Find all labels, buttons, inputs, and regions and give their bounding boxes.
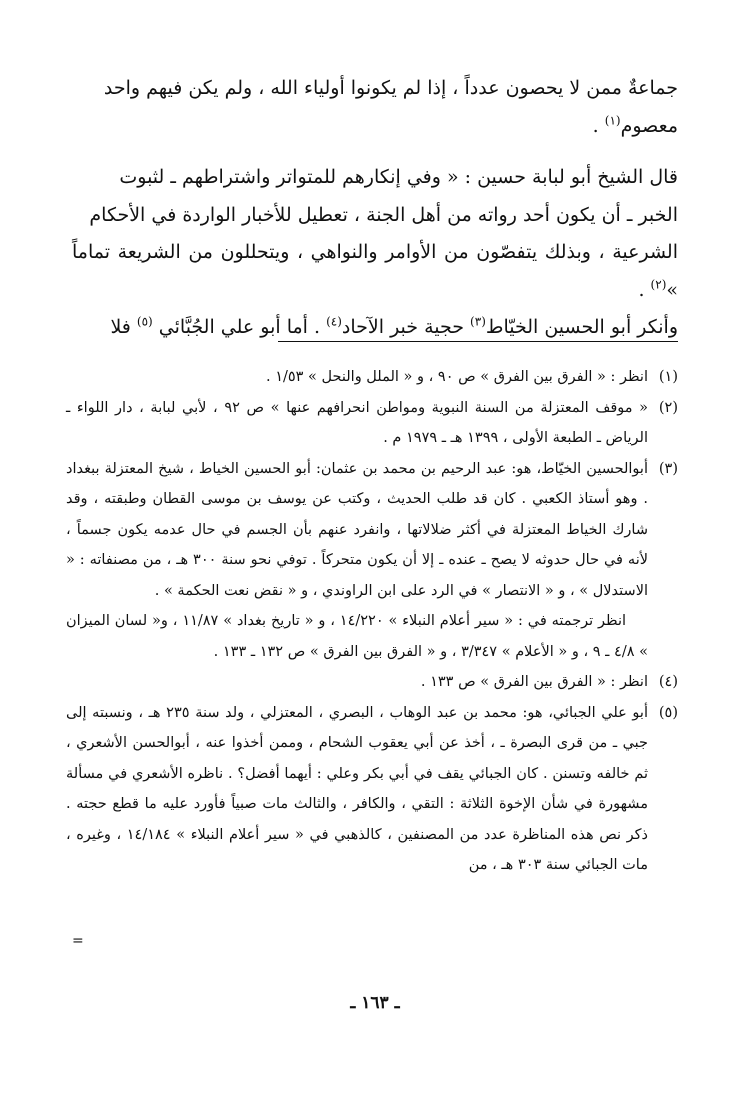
footnotes [66, 362, 678, 881]
footnote-3-number: (٣) [658, 460, 678, 477]
paragraph-2 [72, 159, 678, 309]
paragraph-3-part-b: حجية خبر الآحاد [341, 316, 471, 338]
footnote-1-number: (١) [658, 369, 678, 385]
paragraph-1 [72, 70, 678, 145]
footnote-2 [66, 393, 678, 454]
footnote-1 [66, 362, 678, 393]
paragraph-2-line-1: قال الشيخ أبو لبابة حسين : « وفي إنكارهم للمتواتر واشتراطهم ـ لثبوت [119, 166, 678, 188]
continuation-mark: = [72, 933, 84, 949]
footnote-ref-4[interactable]: (٤) [326, 314, 342, 329]
paragraph-2-line-2: الخبر ـ أن يكون أحد رواته من أهل الجنة ، تعطيل للأخبار الواردة في الأحكام [89, 203, 678, 226]
footnote-ref-1[interactable]: (١) [604, 113, 621, 128]
footnote-ref-5[interactable]: (٥) [136, 314, 153, 329]
footnote-3-text: أبوالحسين الخيّاط، هو: عبد الرحيم بن محمد بن عثمان: أبو الحسين الخياط ، شيخ المعتزلة ببغداد . وهو أستاذ الكعبي . كان قد طلب الحديث ، وكتب عن يوسف بن موسى القطان وطبقته ، وقد شارك الخياط المعتزلة في أكثر ضلالاتها ، وانفرد عنهم بأن الجسم في حال عدمه يكون جسماً ، لأنه في حال حدوثه لا يصح ـ عنده ـ إلا أن يكون متحركاً . توفي نحو سنة ٣٠٠ هـ ، من مصنفاته : « الاستدلال » ، و « الانتصار » في الرد على ابن الراوندي ، و « نقض نعت الحكمة » . [66, 460, 648, 599]
paragraph-1-line-1: جماعةٌ ممن لا يحصون عدداً ، إذا لم يكونوا أولياء الله ، ولم يكن فيهم واحد [103, 77, 678, 99]
paragraph-2-end: . [638, 278, 651, 301]
footnote-5-number: (٥) [658, 704, 678, 721]
paragraph-1-line-2: معصوم [620, 114, 678, 137]
paragraph-3-part-d: فلا [110, 316, 137, 338]
footnote-1-text: انظر : « الفرق بين الفرق » ص ٩٠ ، و « الملل والنحل » ١/٥٣ . [265, 369, 648, 385]
footnote-4 [66, 667, 678, 698]
paragraph-2-line-3: الشرعية ، وبذلك يتفصّون من الأوامر والنواهي ، ويتحللون من الشريعة تماماً » [72, 241, 678, 301]
footnote-3-sources: انظر ترجمته في : « سير أعلام النبلاء » ١٤/٢٢٠ ، و « تاريخ بغداد » ١١/٨٧ ، و« لسان الميزان » ٤/٨ ـ ٩ ، و « الأعلام » ٣/٣٤٧ ، و « الفرق بين الفرق » ص ١٣٢ ـ ١٣٣ . [66, 613, 648, 660]
footnote-2-number: (٢) [658, 399, 678, 416]
footnote-5 [66, 698, 678, 881]
footnote-ref-2[interactable]: (٢) [650, 277, 667, 292]
footnote-2-text: « موقف المعتزلة من السنة النبوية ومواطن انحرافهم عنها » ص ٩٢ ، لأبي لبابة ، دار اللواء ـ الرياض ـ الطبعة الأولى ، ١٣٩٩ هـ ـ ١٩٧٩ م . [66, 399, 648, 446]
footnote-5-text: أبو علي الجبائي، هو: محمد بن عبد الوهاب ، البصري ، المعتزلي ، ولد سنة ٢٣٥ هـ ، ونسبته إلى جبي ـ من قرى البصرة ـ ، أخذ عن أبي يعقوب الشحام ، وممن أخذوا عنه ، أبوالحسن الأشعري ، ثم خالفه وتسنن . كان الجبائي يقف في أبي بكر وعلي : أيهما أفضل؟ . ناظره الأشعري في مسألة مشهورة في شأن الإخوة الثلاثة : التقي ، والكافر ، والثالث مات صبياً فأورد عليه ما قطع حجته . ذكر نص هذه المناظرة عدد من المصنفين ، كالذهبي في « سير أعلام النبلاء » ١٤/١٨٤ ، وغيره ، مات الجبائي سنة ٣٠٣ هـ ، من [66, 704, 648, 873]
paragraph-3-part-a: وأنكر أبو الحسين الخيّاط [485, 316, 678, 338]
footnote-ref-3[interactable]: (٣) [470, 314, 486, 329]
main-text [72, 70, 678, 347]
footnote-separator [278, 341, 678, 342]
paragraph-1-end: . [592, 114, 605, 137]
page-number: ـ ١٦٣ ـ [350, 993, 400, 1013]
footnote-4-text: انظر : « الفرق بين الفرق » ص ١٣٣ . [420, 674, 648, 690]
paragraph-3-part-c: . أما أبو علي الجُبَّائي [152, 316, 327, 338]
footnote-3 [66, 454, 678, 668]
footnote-4-number: (٤) [658, 674, 678, 690]
